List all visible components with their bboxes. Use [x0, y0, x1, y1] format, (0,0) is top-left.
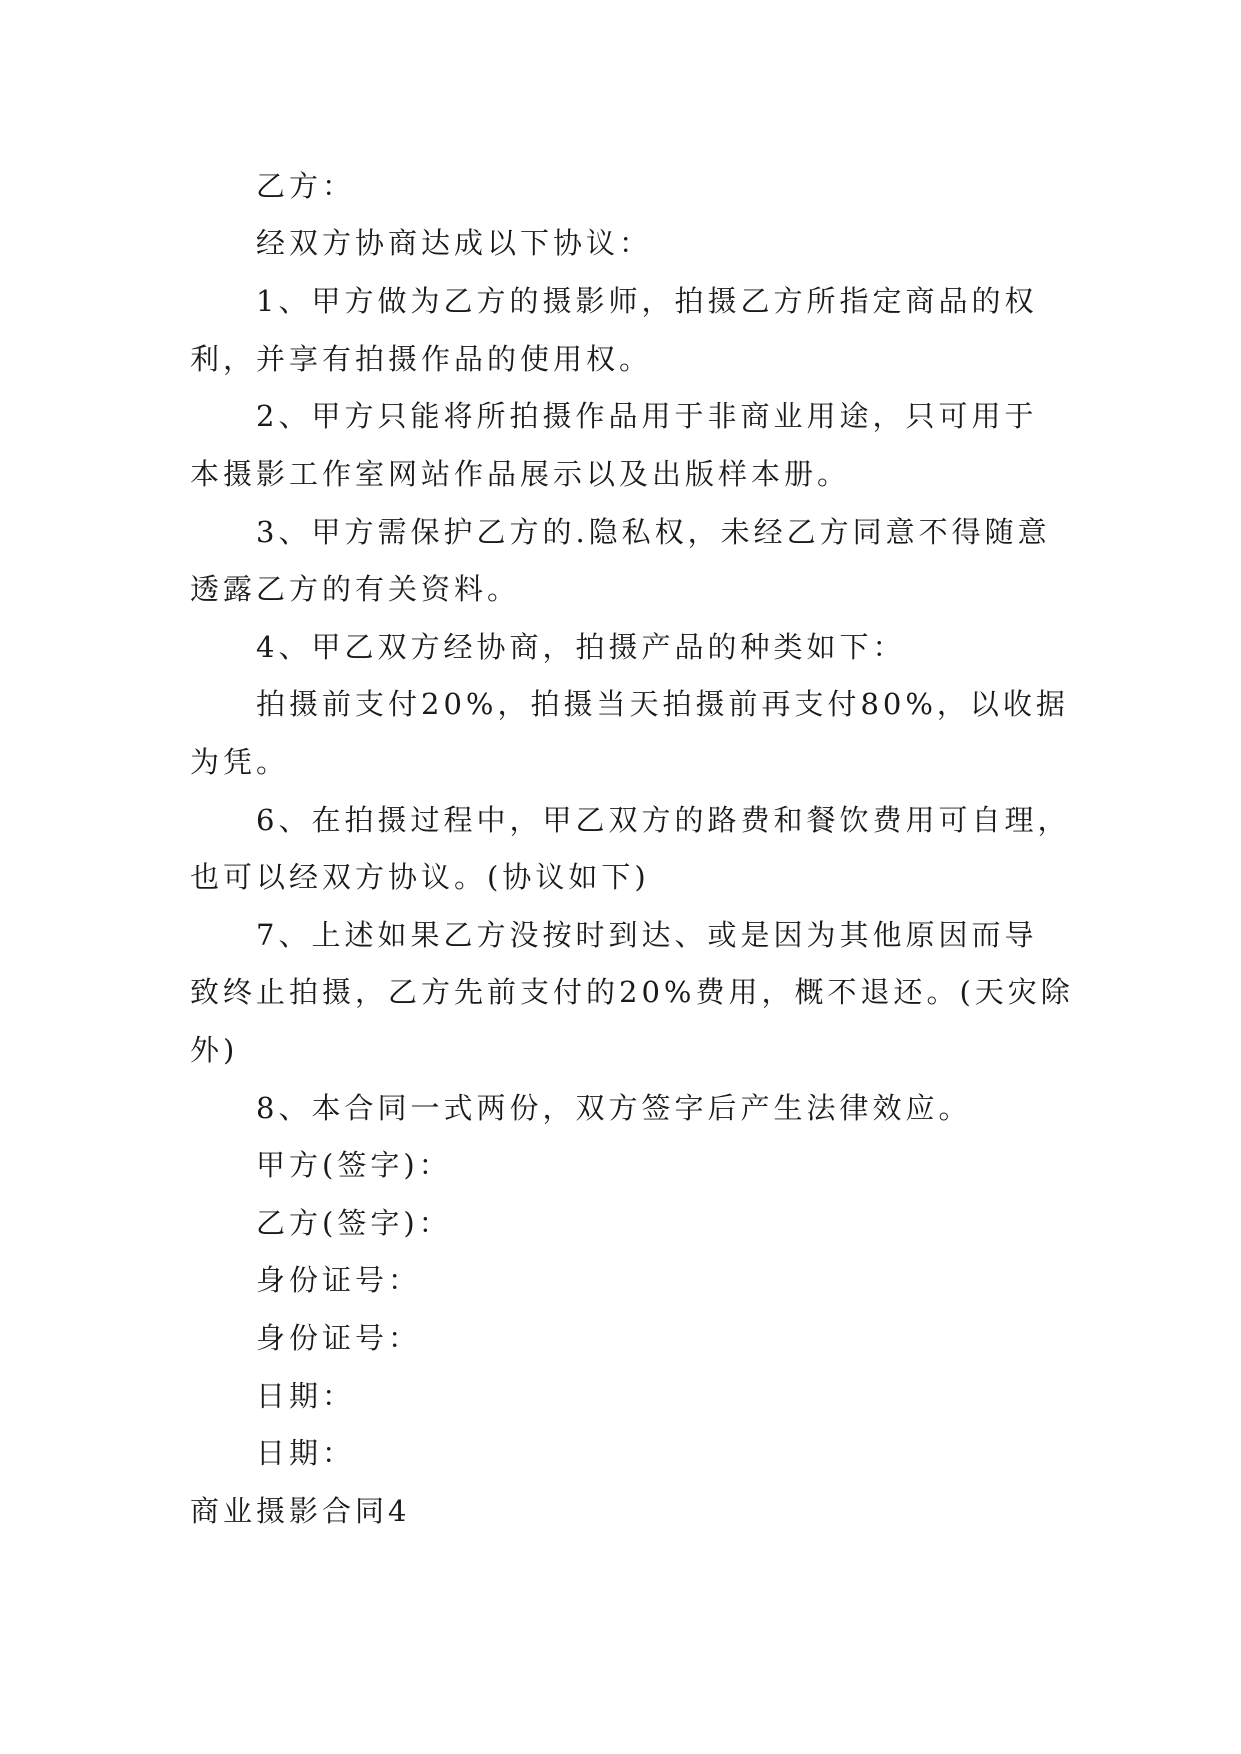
id-number-b: 身份证号： — [256, 1321, 422, 1355]
clause-6-line-2: 也可以经双方协议。(协议如下) — [190, 860, 650, 894]
clause-3-line-2: 透露乙方的有关资料。 — [190, 572, 521, 606]
clause-6-line-1: 6、在拍摄过程中，甲乙双方的路费和餐饮费用可自理， — [256, 803, 1071, 837]
date-b: 日期： — [256, 1436, 356, 1470]
date-a: 日期： — [256, 1379, 356, 1413]
party-a-signature: 甲方(签字)： — [256, 1148, 452, 1182]
clause-1-line-1: 1、甲方做为乙方的摄影师，拍摄乙方所指定商品的权 — [256, 284, 1038, 318]
clause-4: 4、甲乙双方经协商，拍摄产品的种类如下： — [256, 630, 906, 664]
clause-3-line-1: 3、甲方需保护乙方的.隐私权，未经乙方同意不得随意 — [256, 515, 1051, 549]
clause-8: 8、本合同一式两份，双方签字后产生法律效应。 — [256, 1091, 972, 1125]
section-heading: 商业摄影合同4 — [190, 1494, 411, 1528]
clause-2-line-2: 本摄影工作室网站作品展示以及出版样本册。 — [190, 457, 851, 491]
agreement-intro: 经双方协商达成以下协议： — [256, 226, 653, 260]
payment-line-1: 拍摄前支付20%，拍摄当天拍摄前再支付80%，以收据 — [256, 687, 1069, 721]
clause-2-line-1: 2、甲方只能将所拍摄作品用于非商业用途，只可用于 — [256, 399, 1038, 433]
party-b-label: 乙方： — [256, 169, 356, 203]
clause-1-line-2: 利，并享有拍摄作品的使用权。 — [190, 342, 653, 376]
clause-7-line-1: 7、上述如果乙方没按时到达、或是因为其他原因而导 — [256, 918, 1038, 952]
party-b-signature: 乙方(签字)： — [256, 1206, 452, 1240]
id-number-a: 身份证号： — [256, 1263, 422, 1297]
clause-7-line-3: 外) — [190, 1033, 239, 1067]
clause-7-line-2: 致终止拍摄，乙方先前支付的20%费用，概不退还。(天灾除 — [190, 975, 1074, 1009]
payment-line-2: 为凭。 — [190, 745, 290, 779]
